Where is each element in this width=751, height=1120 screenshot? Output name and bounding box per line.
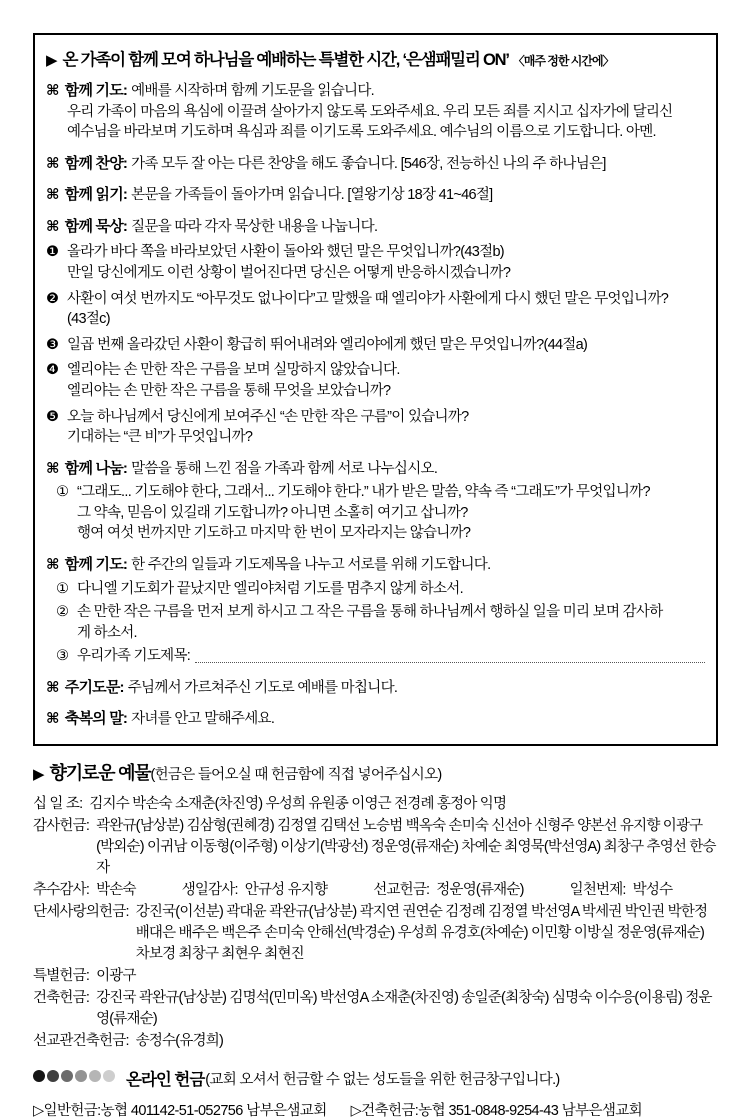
line-text: 말씀을 통해 느낀 점을 가족과 함께 서로 나누십시오. [131,460,438,477]
line-text: 엘리야는 손 만한 작은 구름을 보며 실망하지 않았습니다. [67,362,400,379]
line-text: 다니엘 기도회가 끝났지만 엘리야처럼 기도를 멈추지 않게 하소서. [77,580,463,597]
offering-title: 향기로운 예물 [49,763,151,784]
numbered-bullet-icon: ❶ [46,244,59,261]
gradient-dots-icon [33,1069,117,1087]
numbered-bullet-icon: ③ [56,648,69,665]
gradient-dot [61,1070,73,1082]
line-text: 질문을 따라 각자 묵상한 내용을 나눕니다. [131,218,378,235]
offering-row [33,1031,718,1052]
line-text: 게 하소서. [77,624,137,641]
worship-line [46,646,705,667]
worship-schedule-note: 〈매주 정한 시간에〉 [512,54,614,68]
worship-line [46,242,705,263]
worship-line [46,623,705,644]
worship-line [46,381,705,402]
line-text: 사환이 여섯 번까지도 “아무것도 없나이다”고 말했을 때 엘리야가 사환에게 다시 했던 말은 무엇입니까? [67,290,669,307]
line-text: (43절c) [67,311,110,328]
section-marker-icon: ⌘ [46,218,59,235]
numbered-bullet-icon: ❸ [46,336,59,353]
step-label: 함께 찬양: [64,154,128,172]
offering-names: 이광구 [96,968,136,985]
offering-type-label: 단세사랑의헌금: [33,904,129,921]
general-offering-account: ▷일반헌금:농협 401142-51-052756 남부은샘교회 [33,1103,327,1120]
offering-row [33,988,718,1030]
offering-row [33,902,718,965]
worship-line [46,153,705,175]
offering-type-label: 일천번제: [569,882,626,899]
worship-line [46,335,705,356]
numbered-bullet-icon: ❺ [46,408,59,425]
offering-row [33,794,718,815]
line-text: 만일 당신에게도 이런 상황이 벌어진다면 당신은 어떻게 반응하시겠습니까? [67,265,511,282]
line-text: 가족 모두 잘 아는 다른 찬양을 해도 좋습니다. [546장, 전능하신 나의 주 하나님은] [131,155,606,172]
offering-type-label: 감사헌금: [33,818,90,835]
offering-names: 김지수 박손숙 소재춘(차진영) 우성희 유원종 이영근 전경례 홍정아 익명 [89,796,507,813]
gradient-dot [89,1070,101,1082]
offering-title-row [33,759,718,785]
line-text: 주님께서 가르쳐주신 기도로 예배를 마칩니다. [127,679,398,696]
right-triangle-icon: ▶ [46,52,58,69]
gradient-dot [75,1070,87,1082]
section-marker-icon: ⌘ [46,679,59,696]
line-text: 엘리야는 손 만한 작은 구름을 통해 무엇을 보았습니까? [67,382,391,399]
numbered-bullet-icon: ① [56,484,69,501]
offering-names: 곽완규(남상분) 김삼형(권혜경) 김정열 김택선 노승범 백옥숙 손미숙 신선아 신형주 양본선 유지향 이광구(박외순) 이귀남 이동형(이주형) 이상기(박광선) 정운영(류재순) 차예순 최영묵(박선영A) 최창구 추영선 한승자 [96,818,716,877]
offering-row [33,816,718,879]
line-text: 기대하는 “큰 비”가 무엇입니까? [67,429,253,446]
worship-title: 온 가족이 함께 모여 하나님을 예배하는 특별한 시간, ‘은샘패밀리 ON’ [62,51,509,69]
online-offering-title: 온라인 헌금 [126,1071,205,1090]
worship-line [46,708,705,730]
offering-list [33,794,718,1052]
step-label: 함께 기도: [64,82,128,99]
step-label: 함께 묵상: [64,217,128,235]
online-offering-row [33,1066,718,1090]
line-text: 우리가족 기도제목: [77,648,191,665]
line-text: 본문을 가족들이 돌아가며 읽습니다. [열왕기상 18장 41~46절] [131,187,493,204]
online-offering-note: (교회 오셔서 헌금할 수 없는 성도들을 위한 헌금창구입니다.) [205,1071,560,1088]
worship-line [46,309,705,330]
worship-order-list [46,80,705,730]
building-offering-account: ▷건축헌금:농협 351-0848-9254-43 남부은샘교회 [350,1103,643,1120]
worship-line [46,122,705,143]
offering-pair [570,880,673,901]
offering-names: 박손숙 [96,882,136,899]
offering-names: 안규성 유지향 [244,882,328,899]
worship-line [46,184,705,206]
gradient-dot [33,1070,45,1082]
offering-names: 정운영(류재순) [436,882,524,899]
line-text: 한 주간의 일들과 기도제목을 나누고 서로를 위해 기도합니다. [131,556,491,573]
gradient-dot [47,1070,59,1082]
line-text: 자녀를 안고 말해주세요. [131,711,275,728]
offering-type-label: 선교헌금: [373,882,430,899]
line-text: 올라가 바다 쪽을 바라보았던 사환이 돌아와 했던 말은 무엇입니까?(43절b) [67,244,504,261]
worship-line [46,427,705,448]
worship-line [46,554,705,576]
offering-type-label: 특별헌금: [33,968,90,985]
step-label: 축복의 말: [64,710,128,728]
offering-type-label: 선교관건축헌금: [33,1033,129,1050]
offering-subtitle: (헌금은 들어오실 때 헌금함에 직접 넣어주십시오) [150,767,442,784]
section-marker-icon: ⌘ [46,460,59,477]
offering-row [33,880,718,901]
line-text: 일곱 번째 올라갔던 사환이 황급히 뛰어내려와 엘리야에게 했던 말은 무엇입니까?(44절a) [67,336,588,353]
family-worship-box [33,33,718,746]
section-marker-icon: ⌘ [46,83,59,99]
line-text: 행여 여섯 번까지만 기도하고 마지막 한 번이 모자라지는 않습니까? [77,525,471,542]
offering-row [33,966,718,987]
section-marker-icon: ⌘ [46,556,59,573]
offering-type-label: 추수감사: [33,882,90,899]
offering-section [33,759,718,1120]
section-marker-icon: ⌘ [46,711,59,728]
worship-line [46,579,705,600]
step-label: 함께 읽기: [64,186,128,204]
worship-line [46,102,705,123]
worship-line [46,80,705,102]
offering-names: 박성수 [632,882,673,899]
line-text: “그래도... 기도해야 한다, 그래서... 기도해야 한다.” 내가 받은 말씀, 약속 즉 “그래도”가 무엇입니까? [77,484,650,501]
worship-line [46,360,705,381]
offering-names: 송정수(유경희) [135,1033,223,1050]
numbered-bullet-icon: ❷ [46,290,59,307]
worship-line [46,677,705,699]
worship-line [46,263,705,284]
line-text: 손 만한 작은 구름을 먼저 보게 하시고 그 작은 구름을 통해 하나님께서 행하실 일을 미리 보며 감사하 [77,604,663,621]
numbered-bullet-icon: ❹ [46,362,59,379]
line-text: 그 약속, 믿음이 있길래 기도합니까? 아니면 소홀히 여기고 삽니까? [77,504,468,521]
worship-line [46,458,705,480]
offering-pair [182,880,328,901]
offering-names: 강진국 곽완규(남상분) 김명석(민미옥) 박선영A 소재춘(차진영) 송일준(최창숙) 심명숙 이수응(이용림) 정운영(류재순) [96,990,712,1028]
worship-line [46,289,705,310]
gradient-dot [103,1070,115,1082]
offering-names: 강진국(이선분) 곽대윤 곽완규(남상분) 곽지연 권연순 김정례 김정열 박선영A 박세권 박인권 박한정 배대은 배주은 백은주 손미숙 안해선(박경순) 우성희 유경호(차예순) 이민황 이방실 정운영(류재순) 차보경 최창구 최현우 최현진 [135,904,708,963]
line-text: 예배를 시작하며 함께 기도문을 읽습니다. [131,83,374,99]
offering-type-label: 십 일 조: [33,796,83,813]
worship-line [46,482,705,503]
line-text: 오늘 하나님께서 당신에게 보여주신 “손 만한 작은 구름”이 있습니까? [67,408,469,425]
step-label: 함께 나눔: [64,459,128,477]
worship-line [46,407,705,428]
offering-type-label: 생일감사: [181,882,238,899]
offering-type-label: 건축헌금: [33,990,90,1007]
numbered-bullet-icon: ① [56,580,69,597]
section-marker-icon: ⌘ [46,155,59,172]
worship-line [46,602,705,623]
numbered-bullet-icon: ② [56,604,69,621]
right-triangle-icon: ▶ [33,766,45,784]
bank-accounts-row [33,1099,718,1120]
section-marker-icon: ⌘ [46,187,59,204]
worship-title-row [46,46,705,70]
step-label: 함께 기도: [64,555,128,573]
offering-pair [33,880,136,901]
step-label: 주기도문: [64,678,124,696]
line-text: 우리 가족이 마음의 욕심에 이끌려 살아가지 않도록 도와주세요. 우리 모든 죄를 지시고 십자가에 달리신 [67,103,673,120]
line-text: 예수님을 바라보며 기도하며 욕심과 죄를 이기도록 도와주세요. 예수님의 이름으로 기도합니다. 아멘. [67,124,656,141]
worship-line [46,503,705,524]
worship-line [46,216,705,238]
prayer-topic-blank-line [195,646,705,663]
worship-line [46,523,705,544]
offering-pair [373,880,523,901]
